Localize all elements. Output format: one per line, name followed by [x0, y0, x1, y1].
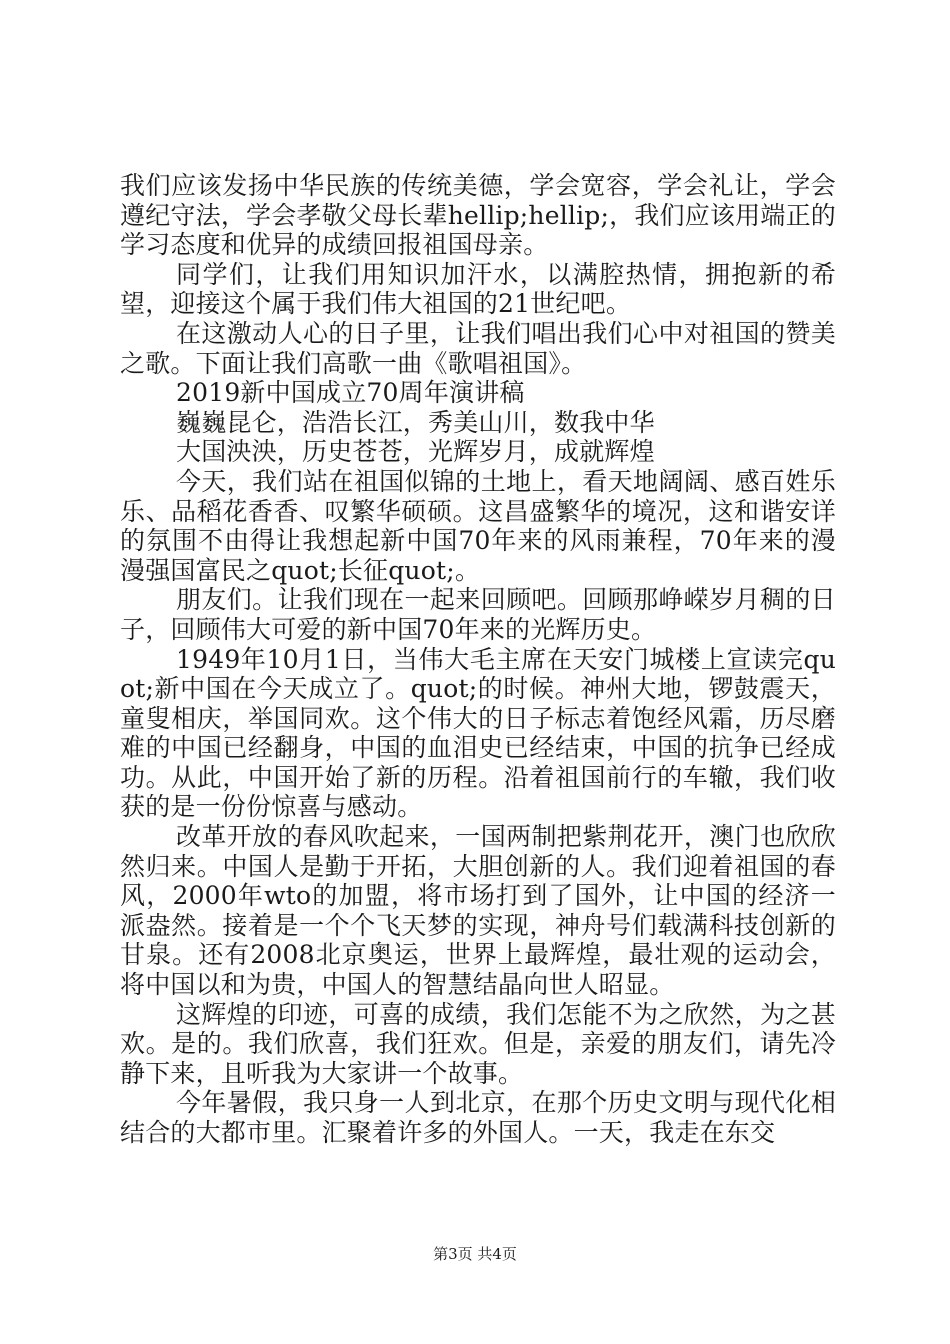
paragraph-5: 朋友们。让我们现在一起来回顾吧。回顾那峥嵘岁月稠的日子，回顾伟大可爱的新中国70年来的光辉历史。 [120, 585, 836, 644]
page-footer: 第3页 共4页 [433, 1245, 517, 1263]
document-body [120, 171, 836, 1148]
paragraph-3: 在这激动人心的日子里，让我们唱出我们心中对祖国的赞美之歌。下面让我们高歌一曲《歌唱祖国》。 [120, 318, 836, 378]
paragraph-6: 1949年10月1日，当伟大毛主席在天安门城楼上宣读完quot;新中国在今天成立了。quot;的时候。神州大地，锣鼓震天，童叟相庆，举国同欢。这个伟大的日子标志着饱经风霜，历尽磨难的中国已经翻身，中国的血泪史已经结束，中国的抗争已经成功。从此，中国开始了新的历程。沿着祖国前行的车辙，我们收获的是一份份惊喜与感动。 [120, 644, 836, 822]
paragraph-2: 同学们，让我们用知识加汗水，以满腔热情，拥抱新的希望，迎接这个属于我们伟大祖国的21世纪吧。 [120, 259, 836, 319]
verse-line-1: 巍巍昆仑，浩浩长江，秀美山川，数我中华 [176, 407, 655, 437]
speech-title: 2019新中国成立70周年演讲稿 [176, 378, 525, 408]
paragraph-7: 改革开放的春风吹起来，一国两制把紫荆花开，澳门也欣欣然归来。中国人是勤于开拓，大胆创新的人。我们迎着祖国的春风，2000年wto的加盟，将市场打到了国外，让中国的经济一派盎然。接着是一个个飞天梦的实现，神舟号们载满科技创新的甘泉。还有2008北京奥运，世界上最辉煌，最壮观的运动会，将中国以和为贵，中国人的智慧结晶向世人昭显。 [120, 822, 836, 1000]
paragraph-9: 今年暑假，我只身一人到北京，在那个历史文明与现代化相结合的大都市里。汇聚着许多的外国人。一天，我走在东交 [120, 1088, 836, 1147]
paragraph-8: 这辉煌的印迹，可喜的成绩，我们怎能不为之欣然，为之甚欢。是的。我们欣喜，我们狂欢。但是，亲爱的朋友们，请先冷静下来，且听我为大家讲一个故事。 [120, 999, 836, 1088]
paragraph-4: 今天，我们站在祖国似锦的土地上，看天地阔阔、感百姓乐乐、品稻花香香、叹繁华硕硕。这昌盛繁华的境况，这和谐安详的氛围不由得让我想起新中国70年来的风雨兼程，70年来的漫漫强国富民之quot;长征quot;。 [120, 466, 836, 585]
verse-line-2: 大国泱泱，历史苍苍，光辉岁月，成就辉煌 [176, 437, 655, 467]
paragraph-1: 我们应该发扬中华民族的传统美德，学会宽容，学会礼让，学会遵纪守法，学会孝敬父母长辈hellip;hellip;，我们应该用端正的学习态度和优异的成绩回报祖国母亲。 [120, 171, 836, 260]
